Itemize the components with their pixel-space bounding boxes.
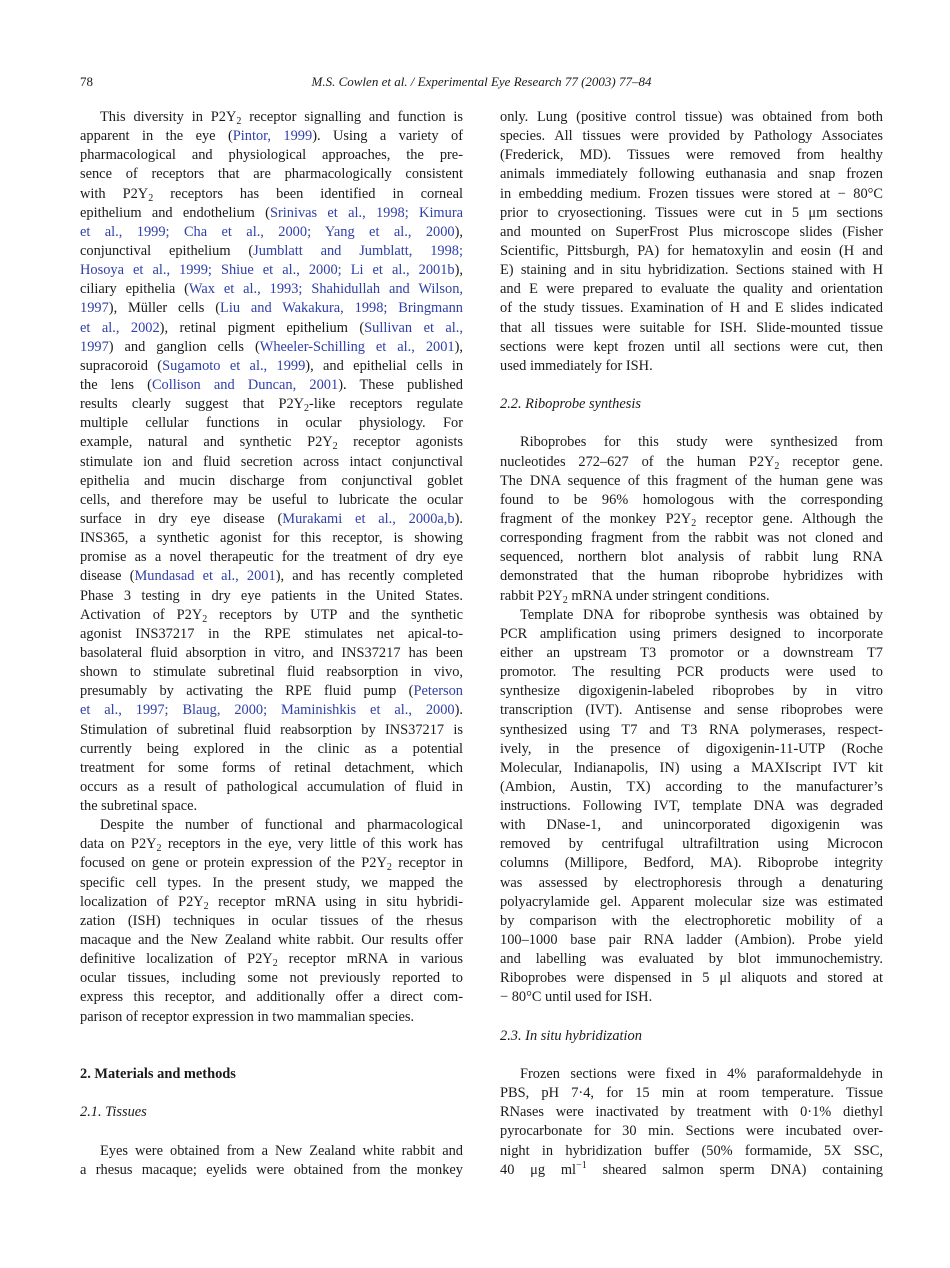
text-line: (Frederick, MD). Tissues were removed from healthy: [500, 147, 883, 164]
text-line: only. Lung (positive control tissue) was obtained from both: [500, 109, 883, 125]
riboprobe-paragraph-1: [500, 433, 883, 605]
text-line: demonstrated that the human riboprobe hybridizes with: [500, 568, 883, 585]
intro-paragraph-1: [80, 108, 463, 816]
text-line: 1997), Müller cells (Liu and Wakakura, 1998; Bringmann: [80, 300, 463, 317]
text-line: Despite the number of functional and pharmacological: [100, 817, 463, 834]
text-line: was assessed by electrophoresis through a denaturing: [500, 874, 883, 891]
text-line: supracoroid (Sugamoto et al., 1999), and epithelial cells in: [80, 357, 464, 374]
text-line: example, natural and synthetic $P2Y_2$ receptor agonists: [80, 434, 463, 453]
text-line: corresponding fragment from the rabbit was not cloned and: [500, 530, 883, 547]
text-line: parison of receptor expression in two mammalian species.: [80, 1008, 415, 1025]
text-line: express this receptor, and additionally offer a direct com-: [80, 989, 463, 1006]
riboprobe-paragraph-2: [500, 606, 883, 1008]
text-line: PBS, pH 7·4, for 15 min at room temperature. Tissue: [500, 1085, 883, 1102]
text-line: Activation of $P2Y_2$ receptors by UTP and the synthetic: [80, 606, 463, 625]
text-line: sections were kept frozen until all sections were cut, then: [500, 338, 883, 355]
text-line: polyacrylamide gel. Apparent molecular size was estimated: [500, 893, 883, 910]
citation-link[interactable]: Wax et al., 1993; Shahidullah and Wilson,: [188, 281, 463, 298]
citation-link[interactable]: Mundasad et al., 2001: [134, 568, 276, 585]
text-line: data on $P2Y_2$ receptors in the eye, very little of this work has: [80, 836, 463, 855]
text-line: Stimulation of subretinal fluid reabsorption by INS37217 is: [80, 721, 463, 738]
text-line: macaque and the New Zealand white rabbit. Our results offer: [80, 932, 463, 949]
spacer: [500, 1046, 883, 1065]
text-line: sence of receptors that are pharmacologically consistent: [80, 166, 463, 183]
citation-link[interactable]: Liu and Wakakura, 1998; Bringmann: [220, 300, 463, 317]
citation-link[interactable]: 1997: [80, 300, 109, 317]
text-line: promise as a novel therapeutic for the treatment of dry eye: [80, 549, 463, 566]
text-line: disease (Mundasad et al., 2001), and has recently completed: [80, 568, 463, 585]
text-line: that all tissues were suitable for ISH. Slide-mounted tissue: [500, 319, 883, 336]
citation-link[interactable]: et al., 1999; Cha et al., 2000; Yang et al., 2000: [80, 223, 455, 240]
text-line: a rhesus macaque; eyelids were obtained from the monkey: [80, 1161, 463, 1178]
subsection-heading: 2.2. Riboprobe synthesis: [500, 396, 641, 413]
text-line: rabbit $P2Y_2$ mRNA under stringent conditions.: [500, 587, 770, 606]
spacer: [80, 1027, 463, 1046]
text-line: promotor. The resulting PCR products were used to: [500, 664, 883, 681]
text-line: agonist INS37217 in the RPE stimulates net apical-to-: [80, 625, 463, 642]
text-line: synthesized using T7 and T3 RNA polymerases, respect-: [500, 721, 883, 738]
text-line: by comparison with the electrophoretic mobility of a: [500, 912, 883, 929]
text-line: animals immediately following euthanasia and snap frozen: [500, 166, 883, 183]
text-line: treatment for some forms of retinal detachment, which: [80, 759, 463, 776]
text-line: found to be 96% homologous with the corresponding: [500, 491, 883, 508]
text-line: Eyes were obtained from a New Zealand white rabbit and: [100, 1142, 463, 1159]
citation-link[interactable]: et al., 1997; Blaug, 2000; Maminishkis et al., 2000: [80, 702, 455, 719]
text-line: sequenced, northern blot analysis of rabbit lung RNA: [500, 549, 883, 566]
citation-link[interactable]: 1997: [80, 338, 109, 355]
text-line: results clearly suggest that $P2Y_2$-like receptors regulate: [80, 396, 463, 415]
journal-reference: M.S. Cowlen et al. / Experimental Eye Research 77 (2003) 77–84: [311, 74, 652, 89]
text-line: apparent in the eye (Pintor, 1999). Using a variety of: [80, 128, 463, 145]
text-line: Frozen sections were fixed in 4% paraformaldehyde in: [520, 1066, 883, 1083]
citation-link[interactable]: Peterson: [413, 683, 463, 700]
text-line: multiple cellular functions in ocular physiology. For: [80, 415, 463, 432]
text-line: Template DNA for riboprobe synthesis was obtained by: [520, 606, 883, 623]
text-line: RNases were inactivated by treatment with 0·1% diethyl: [500, 1104, 883, 1121]
text-line: Hosoya et al., 1999; Shiue et al., 2000; Li et al., 2001b),: [80, 262, 463, 279]
text-line: shown to stimulate subretinal fluid reabsorption in vivo,: [80, 664, 463, 681]
text-line: 100–1000 base pair RNA ladder (Ambion). Probe yield: [500, 932, 883, 949]
text-line: transcription (IVT). Antisense and sense riboprobes were: [500, 702, 883, 719]
text-line: fragment of the monkey $P2Y_2$ receptor gene. Although the: [500, 510, 883, 529]
text-line: pyrocarbonate for 30 min. Sections were incubated over-: [500, 1123, 883, 1140]
text-line: 1997) and ganglion cells (Wheeler-Schilling et al., 2001),: [80, 338, 463, 355]
citation-link[interactable]: Hosoya et al., 1999; Shiue et al., 2000; Li et al., 2001b: [80, 262, 455, 279]
text-line: of the study tissues. Examination of H and E slides indicated: [500, 300, 883, 317]
text-line: pharmacological and physiological approaches, the pre-: [80, 147, 463, 164]
text-line: presumably by activating the RPE fluid pump (Peterson: [80, 683, 463, 700]
spacer: [80, 1084, 463, 1103]
text-line: cells, and therefore may be useful to lubricate the ocular: [80, 491, 463, 508]
text-line: zation (ISH) techniques in ocular tissues of the rhesus: [80, 912, 463, 929]
text-line: with DNase-1, and unincorporated digoxigenin was: [500, 817, 883, 834]
text-line: et al., 2002), retinal pigment epithelium (Sullivan et al.,: [80, 319, 463, 336]
text-line: in embedding medium. Frozen tissues were stored at − 80°C: [500, 185, 883, 202]
text-line: et al., 1997; Blaug, 2000; Maminishkis et al., 2000).: [80, 702, 463, 719]
running-head: [80, 72, 883, 92]
text-line: Riboprobes were dispensed in 5 μl aliquots and stored at: [500, 970, 883, 987]
text-line: PCR amplification using primers designed to incorporate: [500, 625, 883, 642]
text-line: basolateral fluid absorption in vitro, and INS37217 has been: [80, 644, 463, 661]
citation-link[interactable]: Srinivas et al., 1998; Kimura: [269, 204, 464, 221]
citation-link[interactable]: Jumblatt and Jumblatt, 1998;: [253, 242, 463, 259]
citation-link[interactable]: et al., 2002: [80, 319, 160, 336]
text-line: epithelium and endothelium (Srinivas et al., 1998; Kimura: [80, 204, 464, 221]
ish-paragraph: [500, 1065, 883, 1180]
text-line: Phase 3 testing in dry eye patients in the United States.: [80, 587, 463, 604]
text-line: the lens (Collison and Duncan, 2001). These published: [80, 376, 464, 393]
text-line: − 80°C until used for ISH.: [500, 989, 653, 1006]
text-line: night in hybridization buffer (50% formamide, 5X SSC,: [500, 1142, 883, 1159]
text-line: 40 μg $ml^{-1}$ sheared salmon sperm DNA) containing: [500, 1159, 883, 1178]
text-line: This diversity in $P2Y_2$ receptor signalling and function is: [100, 109, 463, 127]
text-line: specific cell types. In the present study, we mapped the: [80, 874, 463, 891]
text-line: and mounted on SuperFrost Plus microscope slides (Fisher: [500, 223, 883, 240]
text-line: currently being explored in the clinic as a potential: [80, 740, 463, 757]
text-line: stimulate ion and fluid secretion across intact conjunctival: [80, 453, 463, 470]
text-line: definitive localization of $P2Y_2$ receptor mRNA in various: [80, 951, 463, 970]
citation-link[interactable]: Collison and Duncan, 2001: [151, 376, 339, 393]
text-line: either an upstream T3 promotor or a downstream T7: [500, 644, 883, 661]
spacer: [80, 1122, 463, 1141]
text-line: removed by centrifugal ultrafiltration using Microcon: [500, 836, 883, 853]
left-column: [80, 108, 463, 1180]
text-line: localization of $P2Y_2$ receptor mRNA using in situ hybridi-: [80, 893, 463, 912]
text-line: occurs as a result of pathological accumulation of fluid in: [80, 778, 463, 795]
text-line: Scientific, Pittsburgh, PA) for hematoxylin and eosin (H and: [500, 242, 883, 259]
spacer: [500, 414, 883, 433]
right-column: [500, 108, 883, 1180]
text-line: instructions. Following IVT, template DNA was degraded: [500, 798, 883, 815]
citation-link[interactable]: Murakami et al., 2000a,b: [282, 510, 455, 527]
spacer: [500, 376, 883, 395]
text-line: columns (Millipore, Bedford, MA). Riboprobe integrity: [500, 855, 883, 872]
text-line: focused on gene or protein expression of the $P2Y_2$ receptor in: [80, 855, 463, 874]
section-heading: 2. Materials and methods: [80, 1066, 236, 1083]
text-line: surface in dry eye disease (Murakami et al., 2000a,b).: [80, 510, 463, 527]
text-line: conjunctival epithelium (Jumblatt and Jumblatt, 1998;: [80, 242, 463, 259]
text-line: used immediately for ISH.: [500, 357, 653, 374]
text-line: E) staining and in situ hybridization. Sections stained with H: [500, 262, 883, 279]
subsection-heading: 2.3. In situ hybridization: [500, 1027, 642, 1044]
text-line: the subretinal space.: [80, 798, 198, 815]
text-line: prior to cryosectioning. Tissues were cut in 5 μm sections: [500, 204, 883, 221]
text-line: INS365, a synthetic agonist for this receptor, is showing: [80, 530, 463, 547]
citation-link[interactable]: Wheeler-Schilling et al., 2001: [259, 338, 455, 355]
text-line: synthesize digoxigenin-labeled riboprobes by in vitro: [500, 683, 883, 700]
text-line: species. All tissues were provided by Pathology Associates: [500, 128, 883, 145]
text-line: and labelling was evaluated by blot immunochemistry.: [500, 951, 883, 968]
text-line: (Ambion, Austin, TX) according to the manufacturer’s: [500, 778, 883, 795]
subsection-heading: 2.1. Tissues: [80, 1104, 147, 1121]
text-line: epithelia and mucin discharge from conjunctival goblet: [80, 472, 463, 489]
text-line: ively, in the presence of digoxigenin-11-UTP (Roche: [500, 740, 883, 757]
text-line: with $P2Y_2$ receptors has been identified in corneal: [80, 185, 463, 204]
text-line: Molecular, Indianapolis, IN) using a MAXIscript IVT kit: [500, 759, 883, 776]
citation-link[interactable]: Sullivan et al.,: [364, 319, 463, 336]
spacer: [80, 1046, 463, 1065]
tissues-paragraph-continued: [500, 108, 883, 376]
text-line: et al., 1999; Cha et al., 2000; Yang et al., 2000),: [80, 223, 463, 240]
citation-link[interactable]: Sugamoto et al., 1999: [162, 357, 306, 374]
page-number: 78: [80, 74, 93, 89]
spacer: [500, 1008, 883, 1027]
text-line: The DNA sequence of this fragment of the human gene was: [500, 472, 883, 489]
text-line: and E were prepared to evaluate the quality and orientation: [500, 281, 883, 298]
citation-link[interactable]: Pintor, 1999: [232, 128, 313, 145]
text-line: nucleotides 272–627 of the human $P2Y_2$ receptor gene.: [500, 453, 883, 472]
text-line: ciliary epithelia (Wax et al., 1993; Shahidullah and Wilson,: [80, 281, 463, 298]
text-line: Riboprobes for this study were synthesized from: [520, 434, 883, 451]
text-line: ocular tissues, including some not previously reported to: [80, 970, 463, 987]
intro-paragraph-2: [80, 816, 463, 1027]
